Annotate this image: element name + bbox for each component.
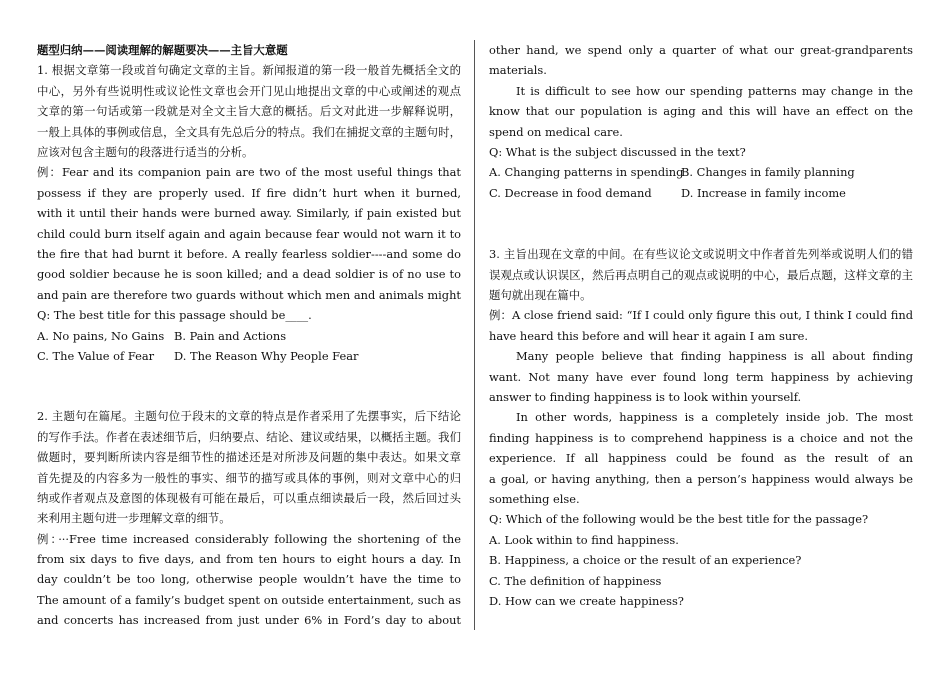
column-divider [474, 40, 475, 630]
option-b: B. Happiness, a choice or the result of an experience? [489, 553, 802, 568]
text-line: want. Not many have ever found long term happiness by achieving [489, 369, 913, 384]
text-line: spend on medical care. [489, 124, 623, 139]
text-line: 做题时，要判断所读内容是细节性的描述还是对所涉及问题的集中表达。如果文章 [37, 450, 461, 465]
option-a: A. Changing patterns in spending [489, 165, 684, 180]
option-c: C. The definition of happiness [489, 573, 662, 588]
section-2-text [37, 406, 461, 528]
text-line: 例：A close friend said: “If I could only figure this out, I think I could find [489, 308, 913, 323]
text-line: 1. 根据文章第一段或首句确定文章的主旨。新闻报道的第一段一般首先概括全文的 [37, 63, 461, 78]
text-line: have heard this before and will hear it again I am sure. [489, 328, 808, 343]
text-line: a goal, or having anything, then a person’s happiness would always be [489, 471, 913, 486]
text-line: and concerts has increased from just under 6% in Ford’s day to about [37, 613, 461, 628]
text-line: know that our population is aging and this will have an effect on the [489, 104, 913, 119]
question-1-options-row [37, 326, 461, 346]
text-line: In other words, happiness is a completely inside job. The most [516, 410, 913, 425]
text-line: something else. [489, 491, 580, 506]
text-line: the fire that had burnt it before. A really fearless soldier----and some do [37, 246, 461, 261]
text-line: 中心，另外有些说明性或议论性文章也会开门见山地提出文章的中心或阐述的观点 [37, 83, 461, 98]
question-1: Q: The best title for this passage should be____. [37, 308, 312, 323]
text-line: and pain are therefore two guards without which men and animals might [37, 287, 461, 302]
option-a: A. No pains, No Gains [37, 328, 165, 343]
question-2-options-row [489, 183, 913, 203]
text-line: with it until their hands were burned away. Similarly, if pain existed but [37, 206, 461, 221]
section-1-text [37, 60, 461, 162]
option-c: C. Decrease in food demand [489, 185, 652, 200]
text-line: answer to finding happiness is to look within yourself. [489, 389, 802, 404]
text-line: 题句就出现在篇中。 [489, 287, 592, 302]
text-line: finding happiness is to comprehend happiness is a choice and not the [489, 430, 913, 445]
question-2: Q: What is the subject discussed in the text? [489, 144, 746, 159]
text-line: experience. If all happiness could be found as the result of an [489, 451, 913, 466]
text-line: 2. 主题句在篇尾。主题句位于段末的文章的特点是作者采用了先摆事实，后下结论 [37, 409, 461, 424]
text-line: The amount of a family’s budget spent on outside entertainment, such as [37, 592, 461, 607]
text-line: 文章的第一句话或第一段就是对全文主旨大意的概括。后文对此进一步解释说明， [37, 104, 461, 119]
text-line: possess if they are properly used. If fire didn’t hurt when it burned, [37, 185, 461, 200]
option-d: D. Increase in family income [681, 185, 846, 200]
question-3: Q: Which of the following would be the best title for the passage? [489, 512, 869, 527]
example-3-passage [489, 305, 913, 509]
text-line: 例：Fear and its companion pain are two of the most useful things that [37, 165, 461, 180]
section-3-text [489, 244, 913, 305]
text-line: 纳或作者观点及意图的体现极有可能在最后，可以重点细读最后一段，然后回过头 [37, 490, 461, 505]
example-2-passage [37, 529, 461, 631]
text-line: 应该对包含主题句的段落进行适当的分析。 [37, 144, 254, 159]
text-line: 一般上具体的事例或信息，全文具有先总后分的特点。我们在捕捉文章的主题句时， [37, 124, 461, 139]
right-column [489, 40, 913, 611]
text-line: 3. 主旨出现在文章的中间。在有些议论文或说明文中作者首先列举或说明人们的错 [489, 247, 913, 262]
example-1-passage [37, 162, 461, 305]
option-d: D. How can we create happiness? [489, 593, 684, 608]
option-a: A. Look within to find happiness. [489, 532, 679, 547]
option-c: C. The Value of Fear [37, 348, 155, 363]
text-line: child could burn itself again and again because fear would not warn it to [37, 226, 461, 241]
question-2-options-row [489, 162, 913, 182]
text-line: 首先提及的内容多为一般性的事实、细节的描写或具体的事例，则对文章中心的归 [37, 470, 461, 485]
text-line: It is difficult to see how our spending patterns may change in the [516, 83, 913, 98]
left-column [37, 40, 461, 631]
text-line: materials. [489, 63, 547, 78]
text-line: 的写作手法。作者在表述细节后，归纳要点、结论、建议或结果，以概括主题。我们 [37, 429, 461, 444]
text-line: Many people believe that finding happiness is all about finding [516, 349, 913, 364]
text-line: from six days to five days, and from ten hours to eight hours a day. In [37, 552, 461, 567]
text-line: 误观点或认识误区，然后再点明自己的观点或说明的中心，最后点题，这样文章的主 [489, 267, 913, 282]
text-line: good soldier because he is soon killed; and a dead soldier is of no use to [37, 267, 461, 282]
option-b: B. Changes in family planning [681, 165, 855, 180]
example-2-continued [489, 40, 913, 142]
text-line: 例：···Free time increased considerably following the shortening of the [37, 531, 461, 546]
text-line: 来利用主题句进一步理解文章的细节。 [37, 511, 231, 526]
option-d: D. The Reason Why People Fear [174, 348, 359, 363]
question-1-options-row [37, 346, 461, 366]
option-b: B. Pain and Actions [174, 328, 287, 343]
text-line: other hand, we spend only a quarter of what our great-grandparents [489, 43, 913, 57]
doc-title: 题型归纳——阅读理解的解题要决——主旨大意题 [37, 43, 288, 57]
text-line: day couldn’t be too long, otherwise people wouldn’t have the time to [37, 572, 461, 587]
